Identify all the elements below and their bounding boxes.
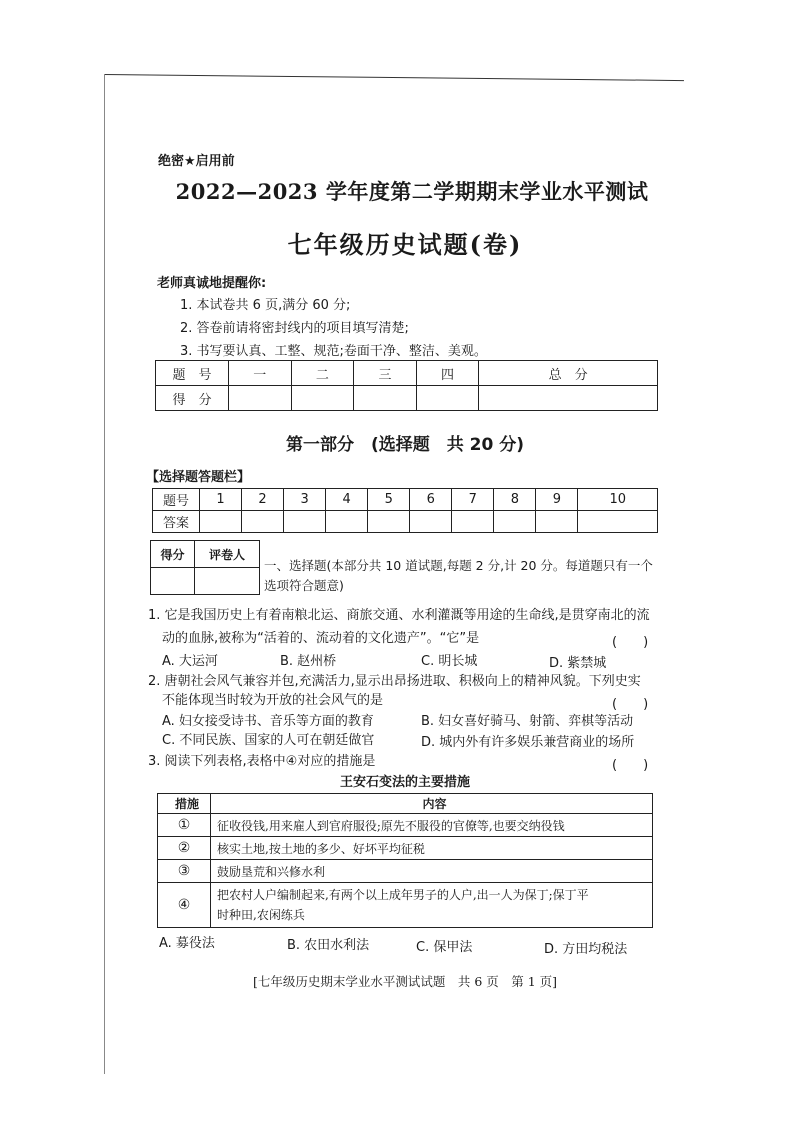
score-cell[interactable] — [479, 386, 658, 411]
measure-content — [211, 883, 653, 928]
question-number: 4 — [326, 489, 368, 511]
question-number: 2 — [242, 489, 284, 511]
score-cell[interactable] — [229, 386, 292, 411]
question-3-stem: 3. 阅读下列表格,表格中④对应的措施是 — [148, 754, 376, 769]
score-header-cell: 二 — [291, 361, 354, 386]
answer-table — [152, 488, 658, 533]
measure-number: ④ — [158, 883, 211, 928]
option-a[interactable]: A. 大运河 — [162, 654, 218, 669]
score-header-cell: 三 — [354, 361, 417, 386]
question-number: 10 — [578, 489, 658, 511]
measure-content: 鼓励垦荒和兴修水利 — [211, 860, 653, 883]
answer-cell[interactable] — [368, 511, 410, 533]
measure-content: 征收役钱,用来雇人到官府服役;原先不服役的官僚等,也要交纳役钱 — [211, 814, 653, 837]
option-b[interactable]: B. 赵州桥 — [280, 654, 337, 669]
question-number: 5 — [368, 489, 410, 511]
question-number: 1 — [200, 489, 242, 511]
question-number: 6 — [410, 489, 452, 511]
sheet-top-edge — [104, 74, 684, 81]
measure-content-line: 时种田,农闲练兵 — [217, 908, 305, 922]
answer-cell[interactable] — [242, 511, 284, 533]
question-2-stem: 2. 唐朝社会风气兼容并包,充满活力,显示出昂扬进取、积极向上的精神风貌。下列史实 — [148, 674, 641, 689]
question-1-stem: 1. 它是我国历史上有着南粮北运、商旅交通、水利灌溉等用途的生命线,是贯穿南北的流 — [148, 608, 650, 623]
option-c[interactable]: C. 明长城 — [421, 654, 478, 669]
question-number: 8 — [494, 489, 536, 511]
reminder-item: 2. 答卷前请将密封线内的项目填写清楚; — [180, 321, 409, 336]
grader-score-cell[interactable] — [151, 568, 195, 595]
grader-table — [150, 540, 260, 595]
score-header-cell: 一 — [229, 361, 292, 386]
answer-paren[interactable]: ( ) — [612, 697, 649, 712]
reminder-item: 3. 书写要认真、工整、规范;卷面干净、整洁、美观。 — [180, 344, 487, 359]
answer-cell[interactable] — [326, 511, 368, 533]
content-header: 内容 — [211, 794, 653, 814]
score-cell[interactable] — [416, 386, 479, 411]
measure-number: ③ — [158, 860, 211, 883]
score-table — [155, 360, 658, 411]
measure-number: ① — [158, 814, 211, 837]
measures-table-title: 王安石变法的主要措施 — [339, 775, 470, 790]
part-instruction: 一、选择题(本部分共 10 道试题,每题 2 分,计 20 分。每道题只有一个选项符合题意) — [264, 558, 653, 593]
question-number: 3 — [284, 489, 326, 511]
score-header-cell: 题 号 — [156, 361, 229, 386]
confidential-label: 绝密★启用前 — [158, 154, 235, 169]
option-b[interactable]: B. 妇女喜好骑马、射箭、弈棋等活动 — [421, 714, 634, 729]
answer-cell[interactable] — [200, 511, 242, 533]
sheet-left-edge — [104, 74, 105, 1074]
option-d[interactable]: D. 城内外有许多娱乐兼营商业的场所 — [421, 735, 635, 750]
grader-score-label: 得分 — [151, 541, 195, 568]
exam-title: 2022—2023 学年度第二学期期末学业水平测试 — [175, 179, 649, 204]
answer-cell[interactable] — [410, 511, 452, 533]
grader-reviewer-label: 评卷人 — [194, 541, 259, 568]
reminder-item: 1. 本试卷共 6 页,满分 60 分; — [180, 298, 351, 313]
page-footer: [七年级历史期末学业水平测试试题 共 6 页 第 1 页] — [252, 974, 558, 989]
option-a[interactable]: A. 妇女接受诗书、音乐等方面的教育 — [162, 714, 374, 729]
answer-bar-label: 【选择题答题栏】 — [146, 470, 251, 485]
answer-cell[interactable] — [452, 511, 494, 533]
answer-cell[interactable] — [284, 511, 326, 533]
answer-cell[interactable] — [494, 511, 536, 533]
score-row-label: 得 分 — [156, 386, 229, 411]
answer-row-label: 答案 — [153, 511, 200, 533]
option-d[interactable]: D. 紫禁城 — [549, 656, 607, 671]
score-header-cell: 四 — [416, 361, 479, 386]
option-b[interactable]: B. 农田水利法 — [287, 938, 370, 953]
answer-cell[interactable] — [536, 511, 578, 533]
score-header-cell: 总 分 — [479, 361, 658, 386]
grader-reviewer-cell[interactable] — [194, 568, 259, 595]
measure-number: ② — [158, 837, 211, 860]
option-d[interactable]: D. 方田均税法 — [544, 942, 628, 957]
question-number: 9 — [536, 489, 578, 511]
question-number: 7 — [452, 489, 494, 511]
score-cell[interactable] — [291, 386, 354, 411]
option-c[interactable]: C. 不同民族、国家的人可在朝廷做官 — [162, 733, 375, 748]
question-2-stem-cont: 不能体现当时较为开放的社会风气的是 — [162, 693, 384, 708]
measures-header: 措施 — [158, 794, 211, 814]
option-a[interactable]: A. 募役法 — [159, 936, 215, 951]
measure-content-line: 把农村人户编制起来,有两个以上成年男子的人户,出一人为保丁;保丁平 — [217, 888, 589, 902]
measure-content: 核实土地,按土地的多少、好坏平均征税 — [211, 837, 653, 860]
answer-paren[interactable]: ( ) — [612, 758, 649, 773]
answer-paren[interactable]: ( ) — [612, 635, 649, 650]
option-c[interactable]: C. 保甲法 — [416, 940, 473, 955]
reminder-heading: 老师真诚地提醒你: — [157, 276, 267, 291]
answer-cell[interactable] — [578, 511, 658, 533]
section-title: 第一部分 (选择题 共 20 分) — [285, 435, 525, 455]
question-1-stem-cont: 动的血脉,被称为“活着的、流动着的文化遗产”。“它”是 — [162, 631, 480, 646]
exam-subtitle: 七年级历史试题(卷) — [287, 230, 523, 259]
score-cell[interactable] — [354, 386, 417, 411]
measures-table — [157, 793, 653, 928]
answer-row-label: 题号 — [153, 489, 200, 511]
